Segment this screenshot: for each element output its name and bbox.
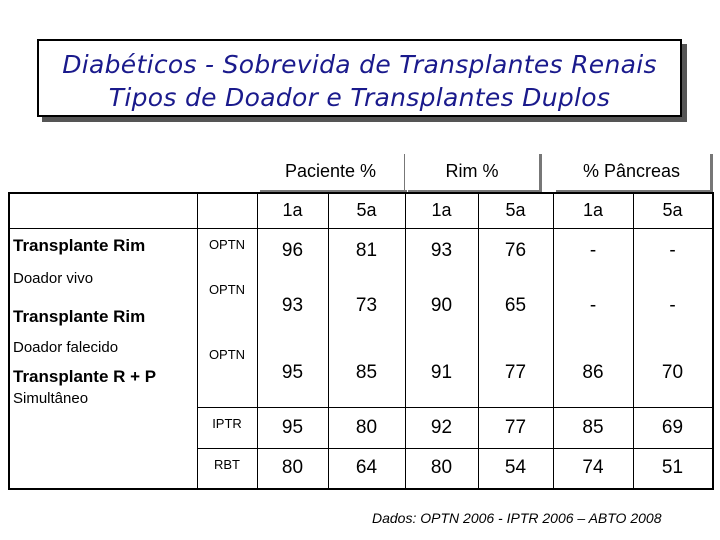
value-cell: 95 (281, 416, 304, 438)
value-cell: 80 (430, 457, 453, 478)
table-border-bottom (8, 488, 712, 490)
value-cell: - (589, 294, 597, 316)
value-cell: 93 (430, 239, 453, 261)
source-cell: OPTN (208, 346, 246, 362)
title-line-2: Tipos de Doador e Transplantes Duplos (108, 83, 611, 112)
value-cell: - (589, 239, 597, 261)
value-cell: 80 (355, 416, 378, 438)
row-label: Transplante Rim (13, 236, 146, 255)
subheader-cell: 5a (662, 199, 683, 220)
value-cell: 77 (504, 361, 527, 383)
value-cell: 85 (582, 416, 604, 438)
row-sublabel: Doador vivo (13, 270, 94, 287)
value-cell: 77 (504, 416, 527, 438)
value-cell: 92 (430, 416, 453, 438)
value-cell: 81 (355, 239, 378, 261)
value-cell: 95 (281, 361, 304, 383)
subheader-cell: 5a (505, 199, 526, 220)
source-cell: OPTN (208, 236, 246, 252)
value-cell: 74 (582, 457, 604, 478)
subheader-cell: 5a (356, 199, 377, 220)
subheader-cell: 1a (582, 199, 604, 220)
value-cell: 70 (661, 361, 684, 383)
value-cell: 65 (504, 294, 527, 316)
source-cell: RBT (214, 456, 240, 472)
value-cell: 76 (504, 239, 527, 261)
value-cell: - (669, 294, 676, 316)
value-cell: 96 (281, 239, 304, 261)
value-cell: 73 (355, 294, 378, 316)
value-cell: 93 (281, 294, 304, 316)
row-sublabel: Simultâneo (13, 390, 89, 407)
header-rim: Rim % (405, 152, 539, 190)
value-cell: 64 (355, 457, 378, 478)
title-line-1: Diabéticos - Sobrevida de Transplantes Renais (62, 50, 657, 79)
footnote: Dados: OPTN 2006 - IPTR 2006 – ABTO 2008 (372, 510, 662, 526)
row-label: Transplante R + P (13, 367, 157, 386)
table-border-right (712, 192, 714, 490)
source-cell: OPTN (208, 281, 246, 297)
row-sublabel: Doador falecido (13, 339, 119, 356)
value-cell: 90 (430, 294, 453, 316)
value-cell: 80 (281, 457, 304, 478)
header-pancreas: % Pâncreas (553, 152, 710, 190)
subheader-cell: 1a (431, 199, 452, 220)
table-border-left (8, 192, 10, 490)
value-cell: 54 (504, 457, 527, 478)
value-cell: 69 (661, 416, 684, 438)
value-cell: 91 (430, 361, 453, 383)
value-cell: 85 (355, 361, 378, 383)
title-box (37, 39, 682, 117)
value-cell: 51 (661, 457, 684, 478)
value-cell: 86 (582, 361, 604, 383)
value-cell: - (669, 239, 676, 261)
source-cell: IPTR (212, 415, 242, 431)
subheader-cell: 1a (282, 199, 303, 220)
row-label: Transplante Rim (13, 307, 146, 326)
header-paciente: Paciente % (257, 152, 404, 190)
